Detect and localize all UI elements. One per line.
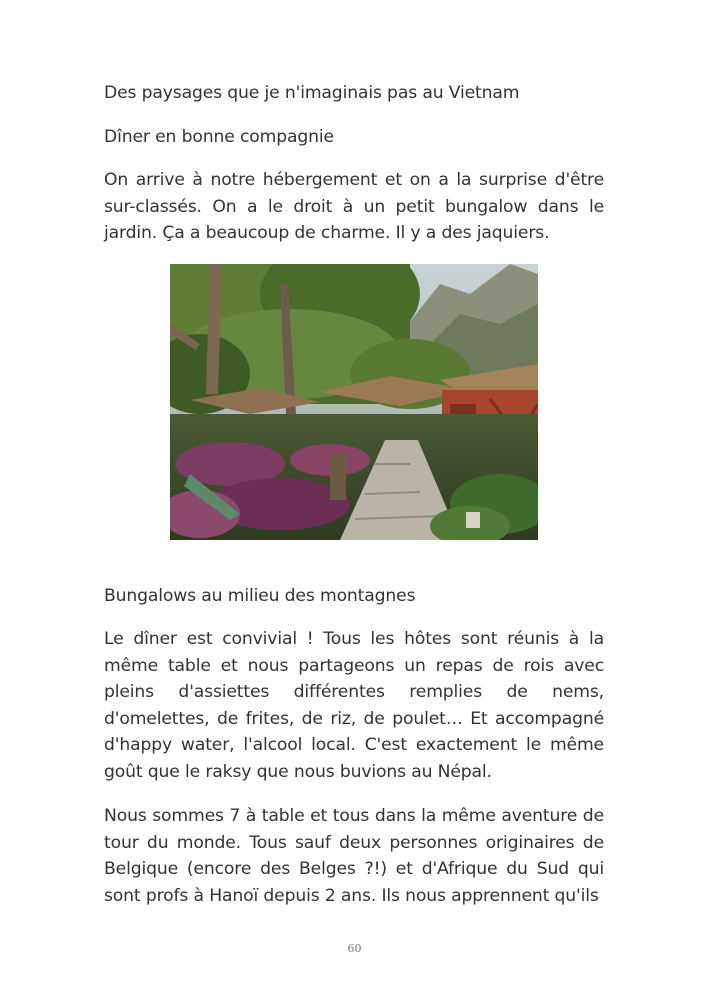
- paragraph-landscapes: Des paysages que je n'imaginais pas au Vietnam: [104, 83, 520, 103]
- paragraph-table: Nous sommes 7 à table et tous dans la même aventure de tour du monde. Tous sauf deux personnes originaires de Belgique (encore des Belges ?!) et d'Afrique du Sud qui sont profs à Hanoï depuis 2 ans. Ils nous apprennent qu'ils: [104, 806, 604, 906]
- garden-bungalow-photo: [170, 264, 538, 540]
- photo-caption: Bungalows au milieu des montagnes: [104, 586, 416, 606]
- paragraph-dinner: Le dîner est convivial ! Tous les hôtes sont réunis à la même table et nous partageons un repas de rois avec pleins d'assiettes différentes remplies de nems, d'omelettes, de frites, de riz, de poulet… Et accompagné d'happy water, l'alcool local. C'est exactement le même goût que le raksy que nous buvions au Népal.: [104, 629, 604, 782]
- paragraph-dinner-heading: Dîner en bonne compagnie: [104, 127, 334, 147]
- paragraph-arrival: On arrive à notre hébergement et on a la surprise d'être sur-classés. On a le droit à un petit bungalow dans le jardin. Ça a beaucoup de charme. Il y a des jaquiers.: [104, 170, 604, 244]
- page-number: 60: [347, 942, 362, 955]
